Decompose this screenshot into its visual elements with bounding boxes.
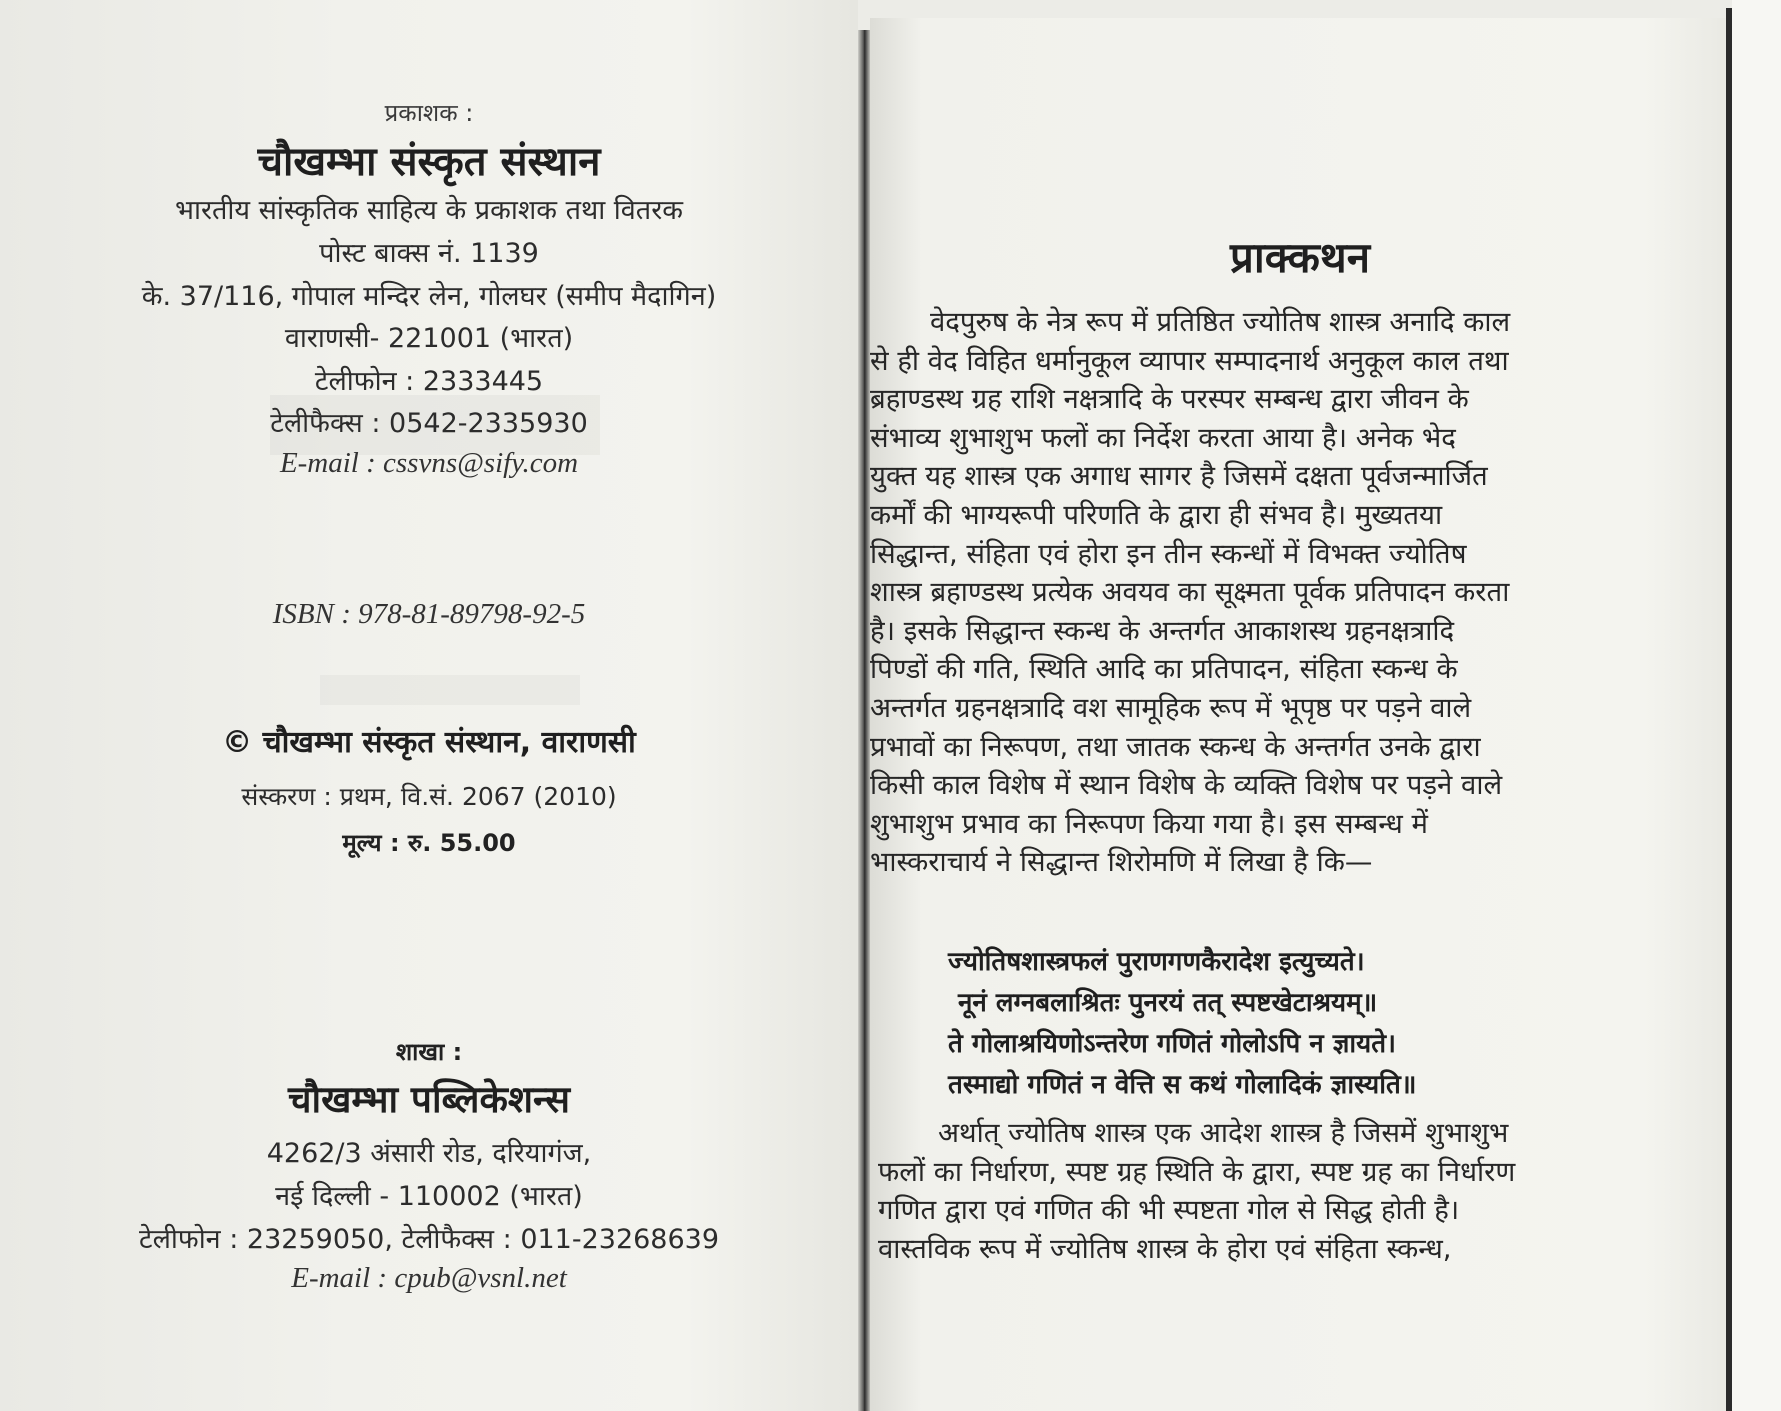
text-line: वास्तविक रूप में ज्योतिष शास्त्र के होरा एवं संहिता स्कन्ध, (878, 1232, 1452, 1265)
branch-phone: टेलीफोन : 23259050, टेलीफैक्स : 011-23268639 (138, 1224, 720, 1255)
text-line: वेदपुरुष के नेत्र रूप में प्रतिष्ठित ज्योतिष शास्त्र अनादि काल (930, 306, 1511, 338)
text-line: से ही वेद विहित धर्मानुकूल व्यापार सम्पादनार्थ अनुकूल काल तथा (870, 344, 1509, 377)
text-line: अन्तर्गत ग्रहनक्षत्रादि वश सामूहिक रूप में भूपृष्ठ पर पड़ने वाले (870, 691, 1472, 724)
text-line: अर्थात् ज्योतिष शास्त्र एक आदेश शास्त्र है जिसमें शुभाशुभ (938, 1117, 1509, 1149)
text-line: भास्कराचार्य ने सिद्धान्त शिरोमणि में लिखा है कि— (870, 846, 1373, 879)
publisher-phone: टेलीफोन : 2333445 (314, 366, 544, 397)
text-line: है। इसके सिद्धान्त स्कन्ध के अन्तर्गत आकाशस्थ ग्रहनक्षत्रादि (870, 614, 1455, 647)
publisher-email: E-mail : cssvns@sify.com (279, 447, 579, 479)
copyright-notice: © चौखम्भा संस्कृत संस्थान, वाराणसी (222, 725, 636, 760)
branch-label: शाखा : (395, 1038, 463, 1066)
edition-info: संस्करण : प्रथम, वि.सं. 2067 (2010) (241, 782, 617, 811)
page-title: प्राक्कथन (1229, 233, 1371, 282)
po-box: पोस्ट बाक्स नं. 1139 (319, 238, 539, 269)
text-line: किसी काल विशेष में स्थान विशेष के व्यक्ति विशेष पर पड़ने वाले (870, 769, 1503, 802)
paragraph-2 (878, 1114, 1648, 1268)
text-line: फलों का निर्धारण, स्पष्ट ग्रह स्थिति के द्वारा, स्पष्ट ग्रह का निर्धारण (878, 1155, 1516, 1188)
text-line: सिद्धान्त, संहिता एवं होरा इन तीन स्कन्धों में विभक्त ज्योतिष (870, 537, 1467, 570)
verse-line: ते गोलाश्रयिणोऽन्तरेण गणितं गोलोऽपि न ज्ञायते। (948, 1029, 1396, 1059)
text-line: शास्त्र ब्रहाण्डस्थ प्रत्येक अवयव का सूक्ष्मता पूर्वक प्रतिपादन करता (870, 576, 1510, 609)
text-line: ब्रहाण्डस्थ ग्रह राशि नक्षत्रादि के परस्पर सम्बन्ध द्वारा जीवन के (870, 383, 1469, 416)
bleed-through-mark (320, 675, 580, 705)
publisher-city: वाराणसी- 221001 (भारत) (284, 323, 574, 354)
branch-email: E-mail : cpub@vsnl.net (291, 1262, 567, 1294)
text-line: पिण्डों की गति, स्थिति आदि का प्रतिपादन, संहिता स्कन्ध के (870, 653, 1458, 686)
paragraph-1 (870, 303, 1640, 882)
publisher-description: भारतीय सांस्कृतिक साहित्य के प्रकाशक तथा वितरक (175, 195, 683, 226)
isbn: ISBN : 978-81-89798-92-5 (272, 598, 586, 630)
book-gutter (858, 30, 870, 1411)
price: मूल्य : रु. 55.00 (342, 829, 516, 857)
text-line: गणित द्वारा एवं गणित की भी स्पष्टता गोल से सिद्ध होती है। (878, 1194, 1460, 1227)
branch-name: चौखम्भा पब्लिकेशन्स (288, 1078, 570, 1121)
verse-line: तस्माद्यो गणितं न वेत्ति स कथं गोलादिकं ज्ञास्यति॥ (948, 1070, 1417, 1100)
text-line: शुभाशुभ प्रभाव का निरूपण किया गया है। इस सम्बन्ध में (870, 807, 1428, 840)
branch-address-line1: 4262/3 अंसारी रोड, दरियागंज, (266, 1138, 592, 1169)
text-line: संभाव्य शुभाशुभ फलों का निर्देश करता आया है। अनेक भेद (870, 421, 1456, 454)
publisher-label: प्रकाशक : (384, 99, 474, 127)
publisher-telefax: टेलीफैक्स : 0542-2335930 (270, 408, 588, 439)
scan-background (1732, 0, 1781, 1411)
branch-address-line2: नई दिल्ली - 110002 (भारत) (275, 1181, 583, 1212)
text-line: युक्त यह शास्त्र एक अगाध सागर है जिसमें दक्षता पूर्वजन्मार्जित (870, 460, 1488, 493)
verse-line: ज्योतिषशास्त्रफलं पुराणगणकैरादेश इत्युच्यते। (948, 947, 1365, 977)
verse-line: नूनं लग्नबलाश्रितः पुनरयं तत् स्पष्टखेटाश्रयम्॥ (958, 988, 1378, 1018)
text-line: कर्मों की भाग्यरूपी परिणति के द्वारा ही संभव है। मुख्यतया (870, 498, 1443, 531)
publisher-name: चौखम्भा संस्कृत संस्थान (257, 139, 601, 185)
sanskrit-verse (948, 942, 1416, 1106)
text-line: प्रभावों का निरूपण, तथा जातक स्कन्ध के अन्तर्गत उनके द्वारा (870, 730, 1481, 763)
publisher-address: के. 37/116, गोपाल मन्दिर लेन, गोलघर (समीप मैदागिन) (141, 281, 717, 312)
